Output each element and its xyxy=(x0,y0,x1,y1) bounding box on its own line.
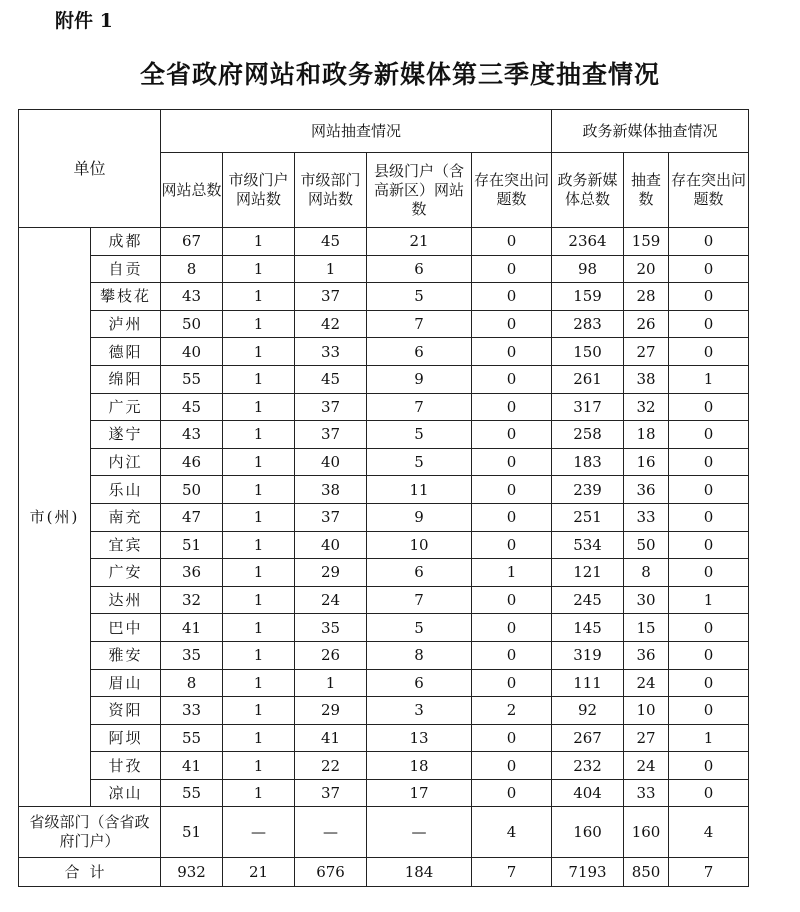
table-cell: — xyxy=(367,807,472,858)
table-cell: 0 xyxy=(472,228,552,256)
table-cell: 24 xyxy=(624,752,669,780)
table-cell: 28 xyxy=(624,283,669,311)
table-cell: 7 xyxy=(669,858,749,887)
table-cell: 0 xyxy=(669,255,749,283)
table-cell: 38 xyxy=(295,476,367,504)
table-cell: 0 xyxy=(669,614,749,642)
table-cell: 3 xyxy=(367,697,472,725)
col-header-website-total: 网站总数 xyxy=(161,153,223,228)
city-name: 南充 xyxy=(91,503,161,531)
table-cell: 32 xyxy=(624,393,669,421)
total-label: 合计 xyxy=(19,858,161,887)
table-row xyxy=(19,503,749,531)
table-row xyxy=(19,614,749,642)
table-cell: 22 xyxy=(295,752,367,780)
table-cell: 15 xyxy=(624,614,669,642)
table-row xyxy=(19,641,749,669)
table-cell: 0 xyxy=(472,255,552,283)
table-cell: 37 xyxy=(295,393,367,421)
table-cell: 0 xyxy=(669,283,749,311)
table-cell: 8 xyxy=(624,559,669,587)
table-cell: 0 xyxy=(669,752,749,780)
table-cell: 18 xyxy=(367,752,472,780)
table-cell: 1 xyxy=(223,669,295,697)
table-cell: 0 xyxy=(669,476,749,504)
table-cell: 1 xyxy=(223,338,295,366)
table-cell: 404 xyxy=(552,779,624,807)
city-name: 达州 xyxy=(91,586,161,614)
table-cell: 0 xyxy=(669,448,749,476)
table-cell: 24 xyxy=(295,586,367,614)
table-cell: 251 xyxy=(552,503,624,531)
table-cell: 11 xyxy=(367,476,472,504)
table-cell: 7 xyxy=(367,310,472,338)
table-cell: 41 xyxy=(295,724,367,752)
table-cell: 0 xyxy=(472,365,552,393)
table-cell: 1 xyxy=(223,559,295,587)
col-header-media-issues: 存在突出问题数 xyxy=(669,153,749,228)
table-cell: 5 xyxy=(367,614,472,642)
col-header-website-issues: 存在突出问题数 xyxy=(472,153,552,228)
city-name: 德阳 xyxy=(91,338,161,366)
table-row xyxy=(19,752,749,780)
table-cell: 37 xyxy=(295,503,367,531)
table-cell: 33 xyxy=(161,697,223,725)
table-row xyxy=(19,779,749,807)
table-cell: 92 xyxy=(552,697,624,725)
inspection-table xyxy=(18,109,749,887)
table-cell: 6 xyxy=(367,559,472,587)
col-header-media-total: 政务新媒体总数 xyxy=(552,153,624,228)
table-cell: 41 xyxy=(161,752,223,780)
table-cell: 18 xyxy=(624,421,669,449)
table-cell: 21 xyxy=(223,858,295,887)
table-cell: 67 xyxy=(161,228,223,256)
col-header-city-portal: 市级门户网站数 xyxy=(223,153,295,228)
table-cell: 42 xyxy=(295,310,367,338)
table-cell: 0 xyxy=(669,393,749,421)
website-group-header: 网站抽查情况 xyxy=(161,110,552,153)
table-row xyxy=(19,724,749,752)
table-cell: 7 xyxy=(472,858,552,887)
table-cell: 1 xyxy=(223,476,295,504)
table-cell: 7193 xyxy=(552,858,624,887)
table-cell: 0 xyxy=(669,697,749,725)
table-cell: 5 xyxy=(367,421,472,449)
table-cell: 676 xyxy=(295,858,367,887)
table-cell: 0 xyxy=(669,531,749,559)
city-name: 内江 xyxy=(91,448,161,476)
table-cell: 0 xyxy=(472,531,552,559)
table-cell: 98 xyxy=(552,255,624,283)
table-cell: 40 xyxy=(161,338,223,366)
table-cell: 0 xyxy=(669,310,749,338)
city-name: 泸州 xyxy=(91,310,161,338)
table-cell: 0 xyxy=(472,641,552,669)
table-row xyxy=(19,338,749,366)
table-cell: 45 xyxy=(295,228,367,256)
table-cell: 0 xyxy=(472,338,552,366)
table-row xyxy=(19,697,749,725)
table-cell: 0 xyxy=(472,283,552,311)
table-cell: 27 xyxy=(624,724,669,752)
table-cell: 1 xyxy=(223,531,295,559)
city-name: 宜宾 xyxy=(91,531,161,559)
table-cell: 1 xyxy=(223,310,295,338)
table-cell: 50 xyxy=(161,476,223,504)
city-name: 资阳 xyxy=(91,697,161,725)
table-cell: 0 xyxy=(472,310,552,338)
table-cell: 40 xyxy=(295,531,367,559)
table-cell: 37 xyxy=(295,779,367,807)
table-cell: 38 xyxy=(624,365,669,393)
table-cell: 1 xyxy=(669,724,749,752)
table-cell: 7 xyxy=(367,393,472,421)
city-name: 凉山 xyxy=(91,779,161,807)
city-name: 广安 xyxy=(91,559,161,587)
table-cell: 43 xyxy=(161,421,223,449)
table-cell: 10 xyxy=(624,697,669,725)
unit-header: 单位 xyxy=(19,110,161,228)
table-cell: 0 xyxy=(472,448,552,476)
table-cell: 239 xyxy=(552,476,624,504)
table-cell: 317 xyxy=(552,393,624,421)
table-cell: 8 xyxy=(161,255,223,283)
attachment-label: 附件 1 xyxy=(55,10,113,32)
table-row xyxy=(19,669,749,697)
table-row xyxy=(19,586,749,614)
table-cell: 37 xyxy=(295,421,367,449)
table-cell: 32 xyxy=(161,586,223,614)
table-cell: 1 xyxy=(472,559,552,587)
table-cell: 0 xyxy=(472,614,552,642)
city-name: 自贡 xyxy=(91,255,161,283)
table-cell: 33 xyxy=(624,503,669,531)
table-cell: 50 xyxy=(161,310,223,338)
table-cell: 45 xyxy=(161,393,223,421)
table-cell: 29 xyxy=(295,697,367,725)
table-cell: — xyxy=(295,807,367,858)
city-name: 攀枝花 xyxy=(91,283,161,311)
table-cell: 36 xyxy=(161,559,223,587)
col-header-county-portal: 县级门户（含高新区）网站数 xyxy=(367,153,472,228)
table-cell: 160 xyxy=(624,807,669,858)
table-cell: 0 xyxy=(472,393,552,421)
table-cell: 45 xyxy=(295,365,367,393)
table-cell: 55 xyxy=(161,779,223,807)
table-cell: 5 xyxy=(367,283,472,311)
table-cell: 9 xyxy=(367,503,472,531)
table-cell: 0 xyxy=(669,421,749,449)
table-cell: 26 xyxy=(624,310,669,338)
table-cell: 33 xyxy=(624,779,669,807)
table-cell: 21 xyxy=(367,228,472,256)
provincial-label: 省级部门（含省政府门户） xyxy=(19,807,161,858)
table-cell: 1 xyxy=(223,365,295,393)
table-cell: 121 xyxy=(552,559,624,587)
table-cell: 9 xyxy=(367,365,472,393)
table-cell: 258 xyxy=(552,421,624,449)
table-cell: 319 xyxy=(552,641,624,669)
table-cell: 7 xyxy=(367,586,472,614)
table-cell: 0 xyxy=(472,779,552,807)
table-row xyxy=(19,448,749,476)
table-cell: 1 xyxy=(223,393,295,421)
table-row xyxy=(19,255,749,283)
table-cell: 6 xyxy=(367,255,472,283)
table-cell: 0 xyxy=(669,641,749,669)
table-cell: 159 xyxy=(552,283,624,311)
city-name: 乐山 xyxy=(91,476,161,504)
table-cell: 4 xyxy=(472,807,552,858)
table-cell: 37 xyxy=(295,283,367,311)
table-cell: 1 xyxy=(223,641,295,669)
city-name: 成都 xyxy=(91,228,161,256)
table-cell: 0 xyxy=(669,559,749,587)
table-cell: 0 xyxy=(472,503,552,531)
table-row xyxy=(19,310,749,338)
table-cell: 24 xyxy=(624,669,669,697)
table-cell: 0 xyxy=(669,228,749,256)
table-cell: 1 xyxy=(669,365,749,393)
table-cell: 27 xyxy=(624,338,669,366)
table-cell: 1 xyxy=(223,697,295,725)
table-cell: 283 xyxy=(552,310,624,338)
table-cell: 35 xyxy=(161,641,223,669)
table-cell: 0 xyxy=(472,752,552,780)
table-cell: 55 xyxy=(161,365,223,393)
city-name: 巴中 xyxy=(91,614,161,642)
table-cell: 534 xyxy=(552,531,624,559)
table-cell: 0 xyxy=(669,669,749,697)
table-cell: 1 xyxy=(223,724,295,752)
table-cell: 267 xyxy=(552,724,624,752)
table-cell: 850 xyxy=(624,858,669,887)
table-cell: 16 xyxy=(624,448,669,476)
table-cell: 1 xyxy=(223,503,295,531)
table-cell: 1 xyxy=(223,228,295,256)
table-cell: 1 xyxy=(223,614,295,642)
table-cell: 33 xyxy=(295,338,367,366)
table-cell: 13 xyxy=(367,724,472,752)
table-cell: 51 xyxy=(161,531,223,559)
table-cell: 41 xyxy=(161,614,223,642)
city-name: 眉山 xyxy=(91,669,161,697)
table-cell: 261 xyxy=(552,365,624,393)
table-cell: 35 xyxy=(295,614,367,642)
media-group-header: 政务新媒体抽查情况 xyxy=(552,110,749,153)
table-cell: 36 xyxy=(624,641,669,669)
table-cell: 30 xyxy=(624,586,669,614)
table-cell: 50 xyxy=(624,531,669,559)
table-cell: 1 xyxy=(295,255,367,283)
document-title: 全省政府网站和政务新媒体第三季度抽查情况 xyxy=(139,60,660,89)
table-cell: 43 xyxy=(161,283,223,311)
table-cell: 1 xyxy=(223,421,295,449)
table-cell: 932 xyxy=(161,858,223,887)
city-name: 遂宁 xyxy=(91,421,161,449)
col-header-media-checked: 抽查数 xyxy=(624,153,669,228)
table-cell: 0 xyxy=(669,779,749,807)
city-name: 绵阳 xyxy=(91,365,161,393)
table-cell: 1 xyxy=(295,669,367,697)
table-cell: 40 xyxy=(295,448,367,476)
table-cell: 2364 xyxy=(552,228,624,256)
table-cell: 184 xyxy=(367,858,472,887)
table-cell: 6 xyxy=(367,669,472,697)
table-cell: 36 xyxy=(624,476,669,504)
table-cell: 0 xyxy=(472,421,552,449)
col-header-city-dept: 市级部门网站数 xyxy=(295,153,367,228)
table-row xyxy=(19,421,749,449)
table-cell: 0 xyxy=(472,669,552,697)
table-cell: 0 xyxy=(472,476,552,504)
table-cell: 47 xyxy=(161,503,223,531)
table-row xyxy=(19,559,749,587)
table-cell: 0 xyxy=(472,586,552,614)
table-cell: 10 xyxy=(367,531,472,559)
table-cell: 17 xyxy=(367,779,472,807)
city-name: 阿坝 xyxy=(91,724,161,752)
table-cell: 5 xyxy=(367,448,472,476)
table-cell: — xyxy=(223,807,295,858)
table-cell: 20 xyxy=(624,255,669,283)
table-cell: 1 xyxy=(223,448,295,476)
table-cell: 1 xyxy=(223,283,295,311)
total-row xyxy=(19,858,749,887)
table-cell: 160 xyxy=(552,807,624,858)
table-cell: 8 xyxy=(161,669,223,697)
table-cell: 145 xyxy=(552,614,624,642)
table-row xyxy=(19,228,749,256)
city-name: 广元 xyxy=(91,393,161,421)
table-cell: 111 xyxy=(552,669,624,697)
table-row xyxy=(19,476,749,504)
table-cell: 0 xyxy=(669,503,749,531)
city-name: 甘孜 xyxy=(91,752,161,780)
table-cell: 150 xyxy=(552,338,624,366)
table-cell: 1 xyxy=(223,255,295,283)
table-cell: 0 xyxy=(472,724,552,752)
table-cell: 6 xyxy=(367,338,472,366)
table-cell: 1 xyxy=(223,752,295,780)
table-cell: 51 xyxy=(161,807,223,858)
table-row xyxy=(19,393,749,421)
table-cell: 1 xyxy=(669,586,749,614)
table-cell: 232 xyxy=(552,752,624,780)
table-row xyxy=(19,283,749,311)
region-label: 市(州) xyxy=(19,228,91,807)
table-cell: 8 xyxy=(367,641,472,669)
table-cell: 46 xyxy=(161,448,223,476)
table-cell: 0 xyxy=(669,338,749,366)
table-cell: 245 xyxy=(552,586,624,614)
table-cell: 55 xyxy=(161,724,223,752)
table-cell: 2 xyxy=(472,697,552,725)
table-cell: 26 xyxy=(295,641,367,669)
table-cell: 1 xyxy=(223,779,295,807)
provincial-row xyxy=(19,807,749,858)
table-row xyxy=(19,531,749,559)
table-cell: 183 xyxy=(552,448,624,476)
table-cell: 4 xyxy=(669,807,749,858)
city-name: 雅安 xyxy=(91,641,161,669)
table-cell: 159 xyxy=(624,228,669,256)
table-row xyxy=(19,365,749,393)
table-cell: 29 xyxy=(295,559,367,587)
table-cell: 1 xyxy=(223,586,295,614)
